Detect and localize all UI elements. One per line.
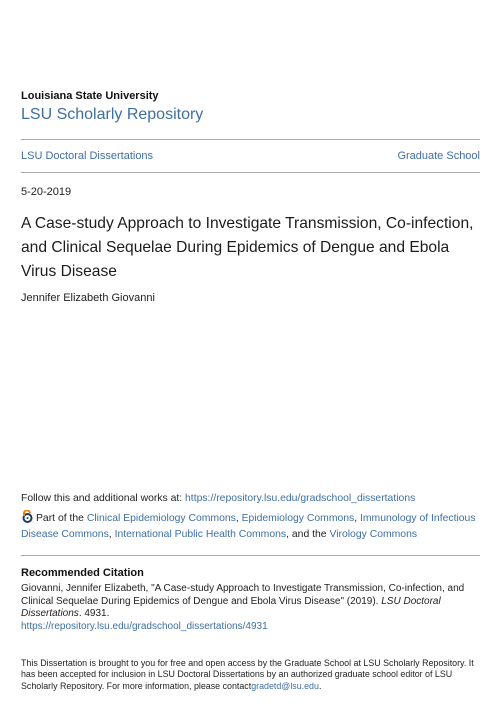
access-statement <box>21 658 480 692</box>
publication-date: 5-20-2019 <box>21 186 72 198</box>
follow-line <box>21 493 480 504</box>
virology-commons-link[interactable]: Virology Commons <box>329 529 418 540</box>
citation-number: . 4931. <box>78 608 110 620</box>
divider <box>21 172 480 173</box>
citation-body: Giovanni, Jennifer Elizabeth, "A Case-study Approach to Investigate Transmission, Co-infection, and Clinical Sequelae During Epidemics of Dengue and Ebola Virus Disease" (2019). <box>21 583 465 607</box>
immunology-infectious-disease-commons-link[interactable]: Immunology of Infectious Disease Commons <box>21 513 476 540</box>
repository-name-link[interactable]: LSU Scholarly Repository <box>21 106 204 123</box>
follow-url-link[interactable]: https://repository.lsu.edu/gradschool_dissertations <box>185 493 416 504</box>
separator: , <box>235 513 242 524</box>
and-the-separator: , and the <box>286 529 330 540</box>
doctoral-dissertations-link[interactable]: LSU Doctoral Dissertations <box>21 150 154 162</box>
follow-label: Follow this and additional works at: <box>21 493 186 504</box>
epidemiology-commons-link[interactable]: Epidemiology Commons <box>241 513 355 524</box>
part-of-commons <box>21 510 480 543</box>
part-of-label: Part of the <box>36 513 87 524</box>
clinical-epidemiology-commons-link[interactable]: Clinical Epidemiology Commons <box>86 513 236 524</box>
separator: , <box>108 529 115 540</box>
graduate-school-link[interactable]: Graduate School <box>397 150 480 162</box>
divider <box>21 139 480 140</box>
international-public-health-commons-link[interactable]: International Public Health Commons <box>114 529 287 540</box>
citation-series: LSU Doctoral Dissertations <box>21 595 441 620</box>
author-name: Jennifer Elizabeth Giovanni <box>21 292 155 304</box>
access-statement-text: This Dissertation is brought to you for free and open access by the Graduate School at LSU Scholarly Repository. It has been accepted for inclusion in LSU Doctoral Dissertations by an authorized graduate school editor of LSU Scholarly Repository. For more information, please contact <box>21 658 474 691</box>
separator: , <box>354 513 361 524</box>
citation-url-link[interactable]: https://repository.lsu.edu/gradschool_dissertations/4931 <box>21 620 268 632</box>
recommended-citation-heading: Recommended Citation <box>21 567 144 579</box>
collection-nav <box>21 150 480 162</box>
divider <box>21 555 480 556</box>
institution-name: Louisiana State University <box>21 90 159 102</box>
citation-text <box>21 583 480 633</box>
contact-email-link[interactable]: gradetd@lsu.edu <box>251 680 319 691</box>
document-title: A Case-study Approach to Investigate Transmission, Co-infection, and Clinical Sequelae During Epidemics of Dengue and Ebola Virus Disease <box>21 215 474 280</box>
cover-page <box>21 0 480 720</box>
open-access-icon <box>21 510 34 523</box>
access-statement-end: . <box>318 680 322 691</box>
